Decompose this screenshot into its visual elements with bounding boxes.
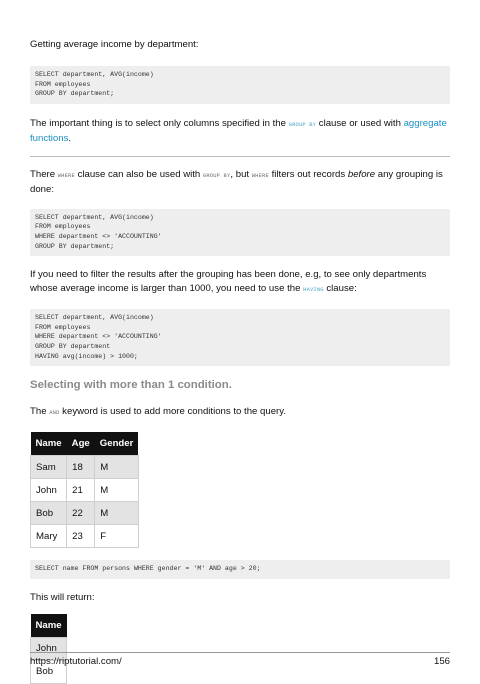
table-cell: M [95, 502, 139, 525]
text-run: , but [230, 168, 252, 180]
text-run: keyword is used to add more conditions to the query. [59, 406, 286, 418]
table-cell: M [95, 456, 139, 479]
code-block-and-query: SELECT name FROM persons WHERE gender = 'M' AND age > 20; [30, 560, 450, 579]
section-heading: Selecting with more than 1 condition. [30, 379, 232, 392]
table-cell: Sam [31, 456, 67, 479]
inline-code-group-by: GROUP BY [288, 121, 317, 128]
inline-code-and: AND [49, 410, 60, 417]
table-cell: M [95, 479, 139, 502]
table-cell: Bob [31, 660, 67, 683]
column-header: Gender [95, 432, 139, 456]
group-by-note [30, 117, 450, 146]
table-header-row [31, 614, 67, 638]
column-header: Name [31, 432, 67, 456]
intro-text: Getting average income by department: [30, 39, 199, 50]
code-block-where: SELECT department, AVG(income) FROM employees WHERE department <> 'ACCOUNTING' GROUP BY department; [30, 209, 450, 256]
table-cell: Bob [31, 502, 67, 525]
text-run: clause can also be used with [74, 168, 203, 180]
having-note [30, 268, 450, 297]
inline-code-where: WHERE [251, 172, 269, 179]
table-cell: 22 [67, 502, 95, 525]
persons-table [30, 432, 139, 548]
text-run: clause or used with [316, 117, 404, 129]
text-run: filters out records [268, 168, 348, 180]
text-run: clause: [323, 283, 357, 295]
text-run: The [30, 406, 50, 418]
section-divider [30, 156, 450, 157]
table-header-row [31, 432, 139, 456]
aggregate-functions-link[interactable]: aggregate functions [30, 117, 447, 144]
table-row [31, 525, 139, 548]
column-header: Age [67, 432, 95, 456]
table-row [31, 479, 139, 502]
page-footer [30, 652, 450, 667]
table-cell: John [31, 479, 67, 502]
footer-url: https://riptutorial.com/ [30, 656, 122, 667]
and-note [30, 405, 450, 420]
text-run: If you need to filter the results after the grouping has been done, e.g, to see only departments whose average income is larger than 1000, you need to use the [30, 269, 427, 295]
text-run: . [68, 132, 72, 144]
result-table [30, 614, 67, 684]
table-cell: 23 [67, 525, 95, 548]
table-row [31, 456, 139, 479]
page-number: 156 [433, 656, 450, 667]
table-cell: 21 [67, 479, 95, 502]
table-cell: F [95, 525, 139, 548]
inline-code-having: HAVING [303, 287, 324, 294]
text-run: There [30, 168, 58, 180]
emphasis-before: before [347, 168, 376, 180]
inline-code-where: WHERE [57, 172, 75, 179]
text-run: any grouping is done: [30, 168, 443, 195]
table-cell: John [31, 637, 67, 660]
table-row [31, 502, 139, 525]
code-block-avg-income: SELECT department, AVG(income) FROM employees GROUP BY department; [30, 66, 450, 104]
page-content [30, 0, 450, 684]
result-intro: This will return: [30, 591, 95, 603]
table-cell: Mary [31, 525, 67, 548]
table-cell: 18 [67, 456, 95, 479]
text-run: The important thing is to select only columns specified in the [30, 117, 289, 129]
where-note [30, 168, 450, 197]
code-block-having: SELECT department, AVG(income) FROM employees WHERE department <> 'ACCOUNTING' GROUP BY department HAVING avg(income) > 1000; [30, 309, 450, 366]
inline-code-group-by: GROUP BY [202, 172, 231, 179]
column-header: Name [31, 614, 67, 638]
